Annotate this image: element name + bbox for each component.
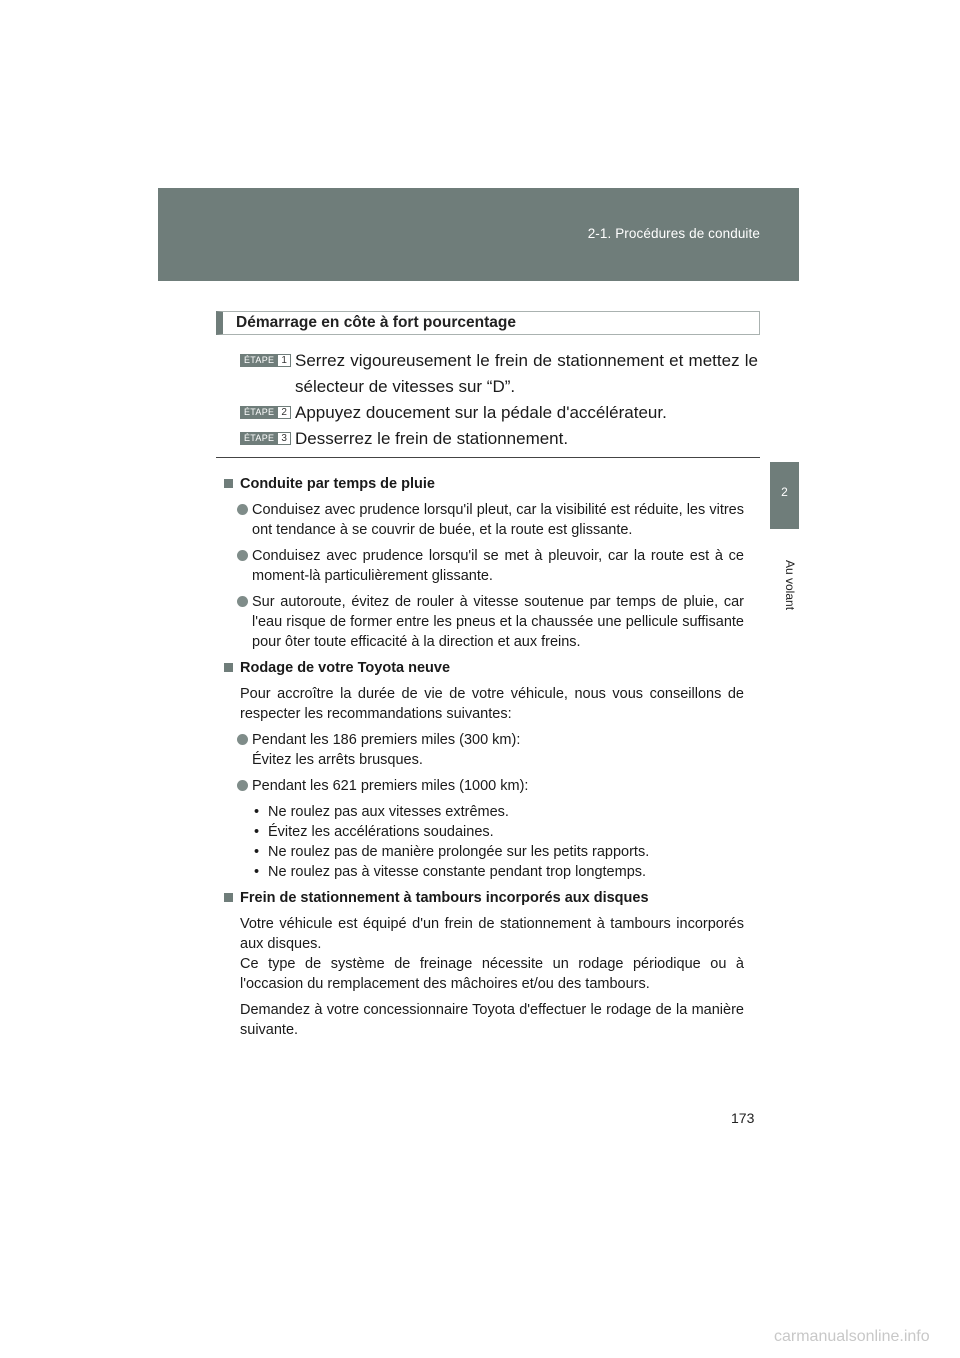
step-badge-label: ÉTAPE (241, 355, 277, 366)
step-badge-number: 1 (277, 355, 290, 366)
side-tab-number: 2 (781, 485, 788, 499)
step-3 (240, 426, 758, 452)
section-title-box (216, 311, 760, 335)
list-item-text: Conduisez avec prudence lorsqu'il se met à pleuvoir, car la route est à ce moment-là particulièrement glissante. (252, 548, 744, 584)
note-heading-rain (224, 474, 744, 494)
step-text: Desserrez le frein de stationnement. (295, 429, 569, 448)
list-item (224, 546, 744, 586)
step-badge-label: ÉTAPE (241, 433, 277, 444)
list-item (224, 500, 744, 540)
note-heading-brake (224, 888, 744, 908)
circle-bullet-icon (237, 550, 248, 561)
step-badge-number: 3 (277, 433, 290, 444)
list-item-text: Pendant les 186 premiers miles (300 km): (252, 732, 521, 748)
watermark: carmanualsonline.info (774, 1328, 930, 1345)
section-title: Démarrage en côte à fort pourcentage (236, 314, 516, 331)
breakin-intro: Pour accroître la durée de vie de votre véhicule, nous vous conseillons de respecter les recommandations suivantes: (240, 686, 744, 722)
step-2 (240, 400, 758, 426)
sub-list-item: • Ne roulez pas à vitesse constante pendant trop longtemps. (254, 864, 647, 880)
step-badge-2 (240, 406, 291, 419)
side-chapter-tab (770, 462, 799, 529)
step-text: Serrez vigoureusement le frein de stationnement et mettez le sélecteur de vitesses sur “D”. (295, 351, 758, 396)
step-1 (240, 348, 758, 400)
chapter-title: 2-1. Procédures de conduite (587, 226, 760, 241)
note-heading-breakin (224, 658, 744, 678)
step-badge-1 (240, 354, 291, 367)
note-heading-text: Rodage de votre Toyota neuve (240, 660, 451, 676)
list-item (224, 592, 744, 652)
side-tab-label: Au volant (783, 559, 797, 611)
circle-bullet-icon (237, 734, 248, 745)
brake-paragraph-2: Demandez à votre concessionnaire Toyota d'effectuer le rodage de la manière suivante. (240, 1002, 744, 1038)
steps-list (240, 348, 758, 452)
list-item-text: Sur autoroute, évitez de rouler à vitesse soutenue par temps de pluie, car l'eau risque de former entre les pneus et la chaussée une pellicule suffisante pour ôter toute efficacité à la direction et aux freins. (252, 594, 744, 650)
step-badge-label: ÉTAPE (241, 407, 277, 418)
brake-paragraph-1: Votre véhicule est équipé d'un frein de stationnement à tambours incorporés aux disques. Ce type de système de freinage nécessite un rodage périodique ou à l'occasion du remplacement des mâchoires et/ou des tambours. (240, 916, 744, 992)
note-heading-text: Conduite par temps de pluie (240, 476, 435, 492)
square-bullet-icon (224, 663, 233, 672)
sub-list-item: • Ne roulez pas de manière prolongée sur les petits rapports. (254, 844, 650, 860)
list-item-text: Pendant les 621 premiers miles (1000 km): (252, 778, 529, 794)
circle-bullet-icon (237, 504, 248, 515)
list-item (224, 776, 744, 796)
step-text: Appuyez doucement sur la pédale d'accélérateur. (295, 403, 667, 422)
square-bullet-icon (224, 893, 233, 902)
chapter-header-band (158, 188, 799, 281)
sub-list-item: • Évitez les accélérations soudaines. (254, 824, 494, 840)
sub-list (224, 802, 744, 882)
notes-section (224, 474, 744, 1046)
note-heading-text: Frein de stationnement à tambours incorporés aux disques (240, 890, 649, 906)
step-badge-3 (240, 432, 291, 445)
list-item (224, 730, 744, 770)
list-item-text: Conduisez avec prudence lorsqu'il pleut, car la visibilité est réduite, les vitres ont tendance à se couvrir de buée, et la route est glissante. (252, 502, 744, 538)
circle-bullet-icon (237, 596, 248, 607)
section-divider (216, 457, 760, 458)
step-badge-number: 2 (277, 407, 290, 418)
square-bullet-icon (224, 479, 233, 488)
circle-bullet-icon (237, 780, 248, 791)
list-item-text: Évitez les arrêts brusques. (252, 752, 423, 768)
page-number: 173 (731, 1110, 755, 1126)
sub-list-item: • Ne roulez pas aux vitesses extrêmes. (254, 804, 509, 820)
